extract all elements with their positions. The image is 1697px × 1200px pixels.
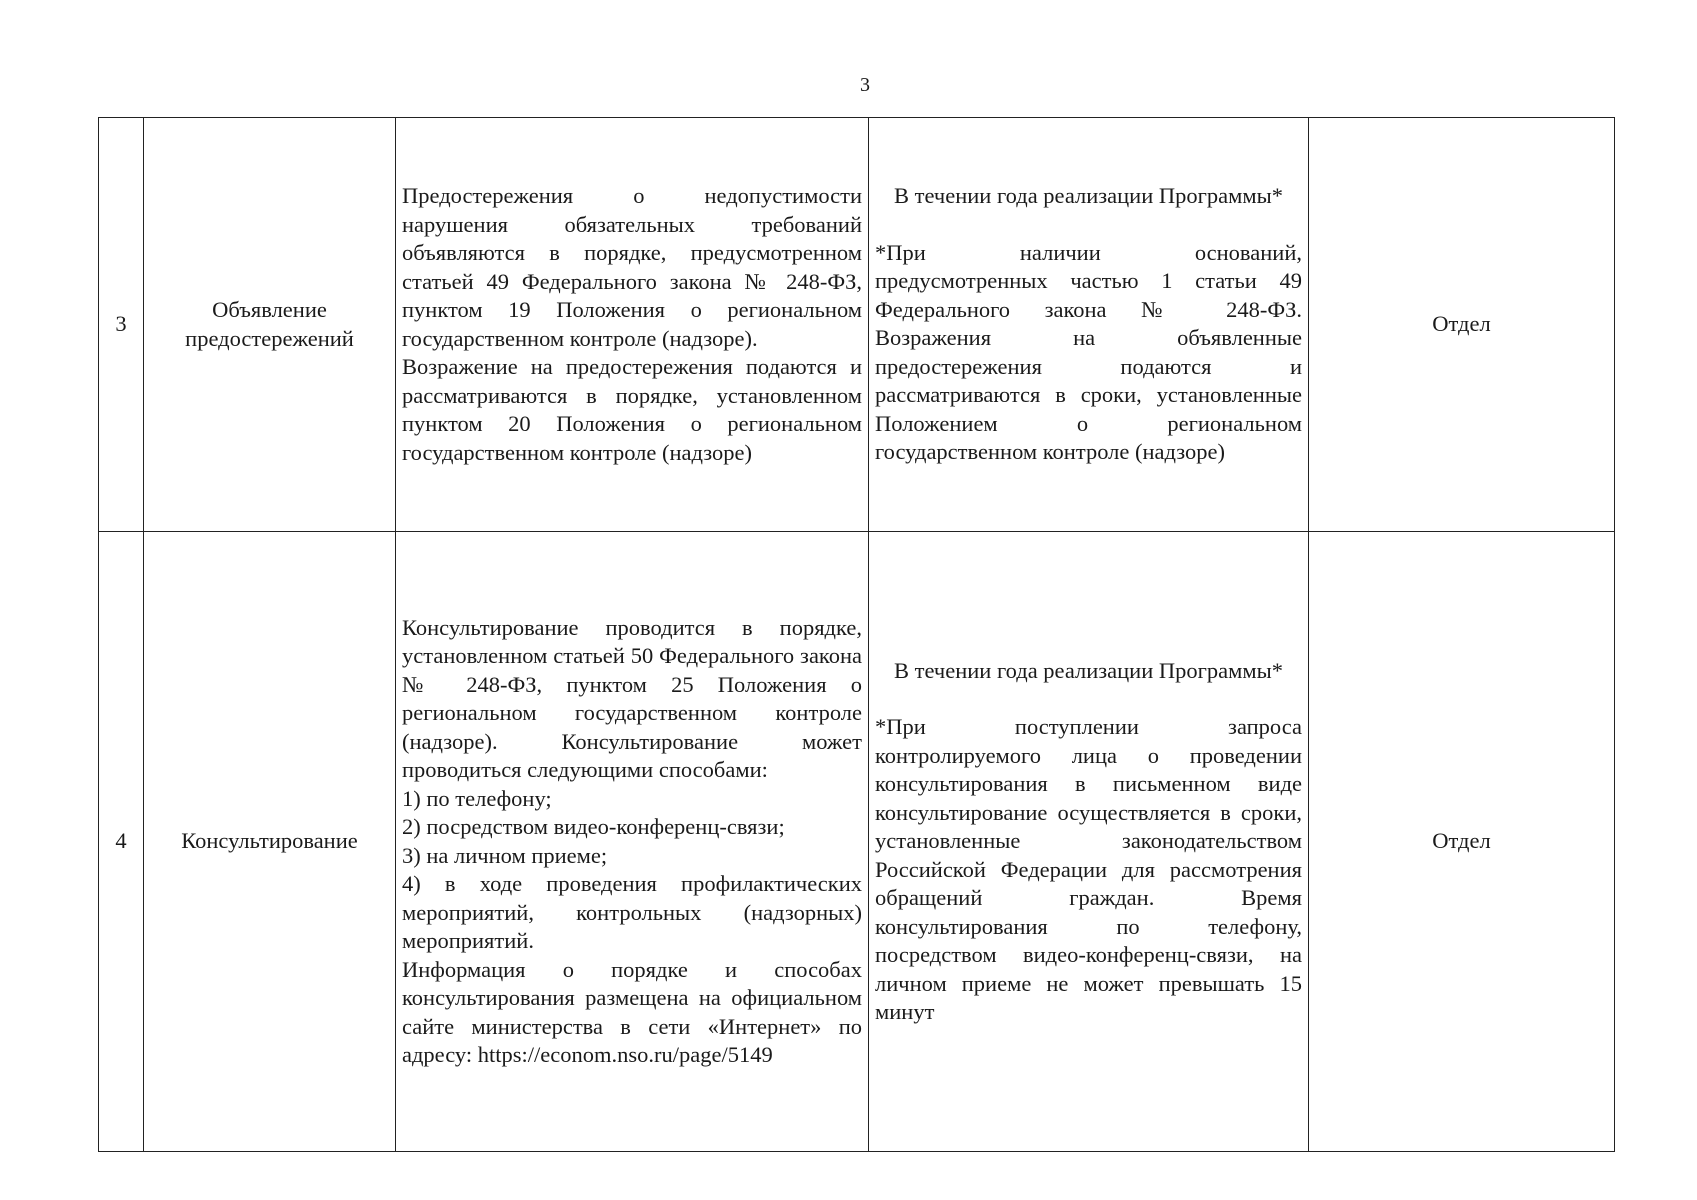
term-heading: В течении года реализации Программы* [894, 183, 1283, 209]
measure-term [869, 532, 1309, 1152]
responsible-unit: Отдел [1309, 532, 1615, 1152]
row-number: 4 [99, 532, 144, 1152]
measure-term [869, 118, 1309, 532]
term-note: *При поступлении запроса контролируемого лица о проведении консультирования в письменном виде консультирование осуществляется в сроки, установленные законодательством Российской Федерации для рассмотрения обращений граждан. Время консультирования по телефону, посредством видео-конференц-связи, на личном приеме не может превышать 15 минут [875, 714, 1302, 1024]
description-paragraph: Информация о порядке и способах консультирования размещена на официальном сайте министерства в сети «Интернет» по адресу: https://econom.nso.ru/page/5149 [402, 956, 862, 1067]
description-paragraph: 2) посредством видео-конференц-связи; [402, 814, 785, 839]
term-note: *При наличии оснований, предусмотренных частью 1 статьи 49 Федерального закона № 248-ФЗ. Возражения на объявленные предостережения подаются и рассматриваются в сроки, установленные Положением о региональном государственном контроле (надзоре) [875, 239, 1302, 465]
responsible-unit: Отдел [1309, 118, 1615, 532]
table-row [99, 118, 1615, 532]
measure-name: Объявление предостережений [144, 118, 396, 532]
description-paragraph: Возражение на предостережения подаются и рассматриваются в порядке, установленном пунктом 20 Положения о региональном государственном контроле (надзоре) [402, 354, 862, 465]
description-paragraph: Предостережения о недопустимости нарушения обязательных требований объявляются в порядке, предусмотренном статьей 49 Федерального закона № 248-ФЗ, пунктом 19 Положения о региональном государственном контроле (надзоре). [402, 183, 862, 351]
description-paragraph: 4) в ходе проведения профилактических мероприятий, контрольных (надзорных) мероприятий. [402, 871, 862, 953]
description-paragraph: Консультирование проводится в порядке, установленном статьей 50 Федерального закона № 248-ФЗ, пунктом 25 Положения о региональном государственном контроле (надзоре). Консультирование может проводиться следующими способами: [402, 614, 862, 782]
measure-description [396, 532, 869, 1152]
description-paragraph: 3) на личном приеме; [402, 842, 608, 868]
measure-name: Консультирование [144, 532, 396, 1152]
row-number: 3 [99, 118, 144, 532]
measure-description [396, 118, 869, 532]
measures-table [98, 117, 1615, 1152]
description-paragraph: 1) по телефону; [402, 785, 552, 811]
term-heading: В течении года реализации Программы* [894, 657, 1283, 683]
table-row [99, 532, 1615, 1152]
page-number: 3 [860, 74, 870, 96]
